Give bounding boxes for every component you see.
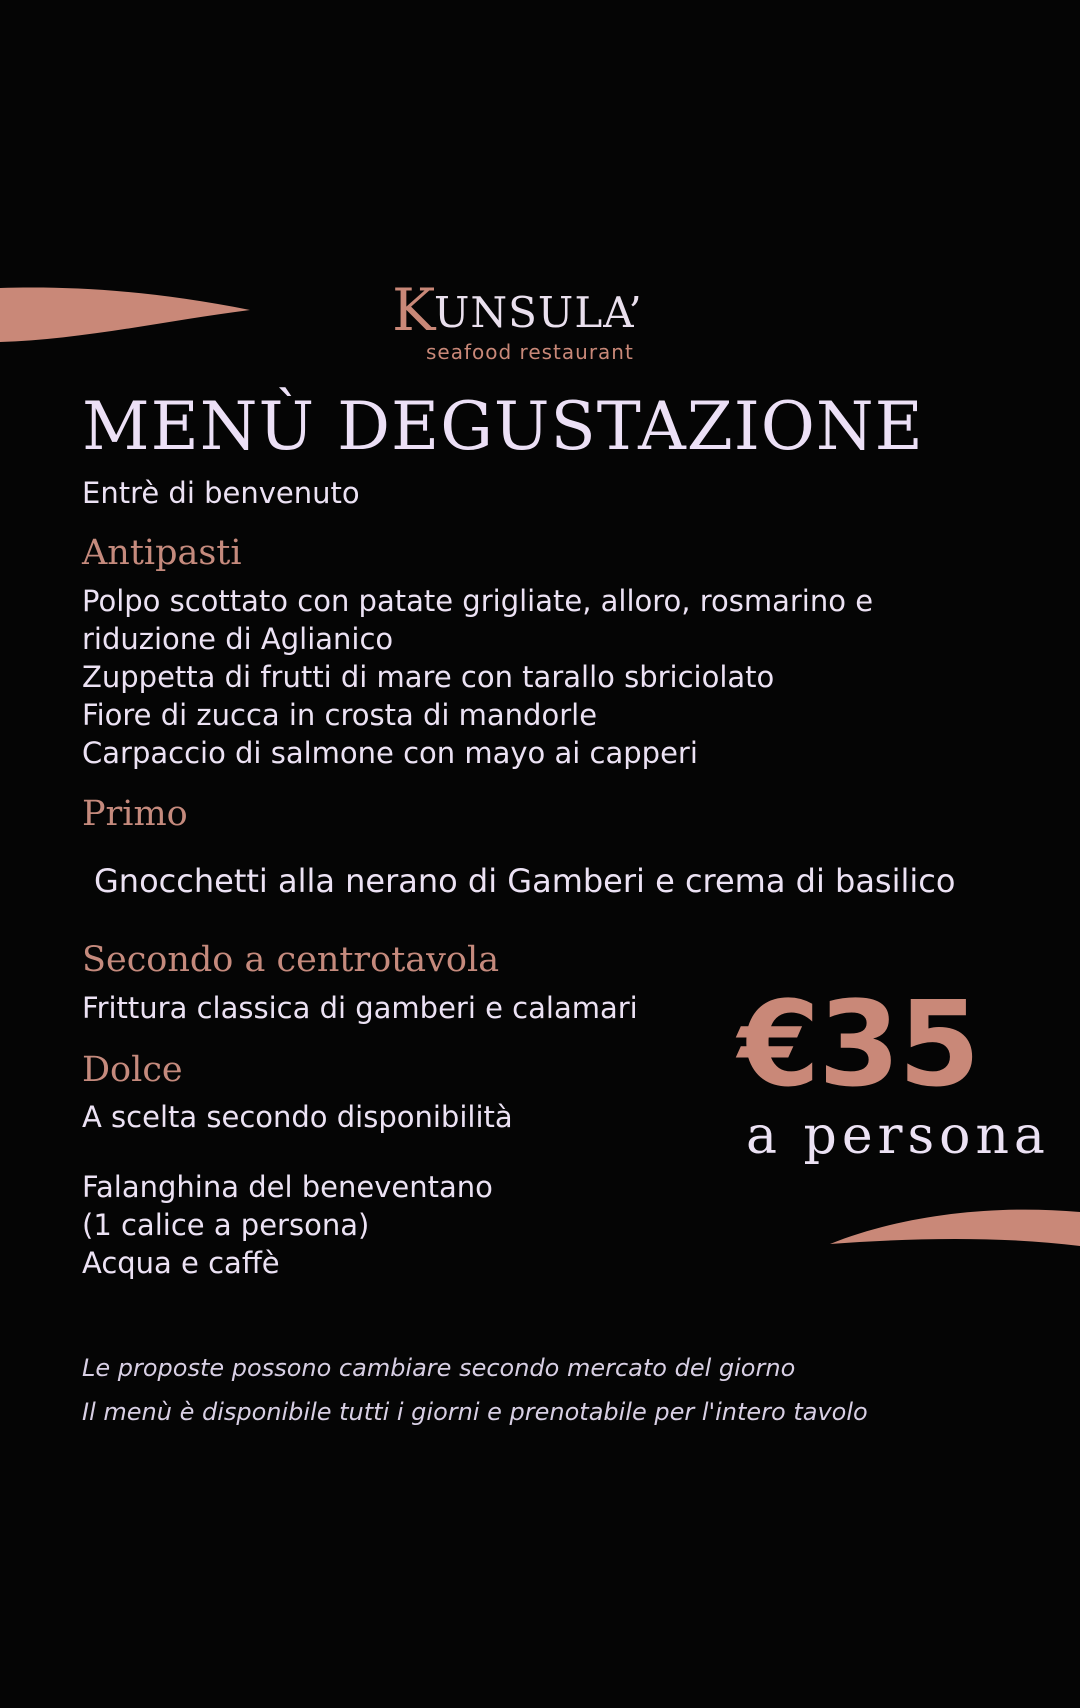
drink-line: Falanghina del beneventano	[82, 1170, 493, 1204]
footer-note: Le proposte possono cambiare secondo mercato del giorno	[82, 1354, 796, 1382]
antipasti-item: Polpo scottato con patate grigliate, alloro, rosmarino e	[82, 584, 874, 618]
logo-initial: K	[392, 276, 436, 344]
antipasti-item: Fiore di zucca in crosta di mandorle	[82, 698, 598, 732]
dolce-dish: A scelta secondo disponibilità	[82, 1100, 513, 1134]
drink-line: Acqua e caffè	[82, 1246, 280, 1280]
restaurant-logo	[392, 268, 712, 368]
logo-subtitle: seafood restaurant	[426, 340, 634, 364]
section-heading-secondo: Secondo a centrotavola	[82, 940, 500, 980]
antipasti-item: Carpaccio di salmone con mayo ai capperi	[82, 736, 698, 770]
drink-line: (1 calice a persona)	[82, 1208, 370, 1242]
decorative-swoosh-bottom	[820, 1196, 1080, 1266]
section-heading-antipasti: Antipasti	[82, 533, 242, 573]
menu-title: MENÙ DEGUSTAZIONE	[82, 388, 924, 465]
welcome-line: Entrè di benvenuto	[82, 476, 360, 510]
primo-dish: Gnocchetti alla nerano di Gamberi e crema di basilico	[94, 862, 956, 900]
section-heading-primo: Primo	[82, 794, 188, 834]
antipasti-item: riduzione di Aglianico	[82, 622, 394, 656]
section-heading-dolce: Dolce	[82, 1050, 183, 1090]
decorative-swoosh-top	[0, 280, 260, 360]
logo-name: UNSULA’	[434, 288, 643, 337]
price-amount: €35	[738, 975, 979, 1113]
antipasti-item: Zuppetta di frutti di mare con tarallo sbriciolato	[82, 660, 775, 694]
price-unit: a persona	[746, 1106, 1050, 1166]
footer-note: Il menù è disponibile tutti i giorni e prenotabile per l'intero tavolo	[82, 1398, 868, 1426]
secondo-dish: Frittura classica di gamberi e calamari	[82, 991, 638, 1025]
